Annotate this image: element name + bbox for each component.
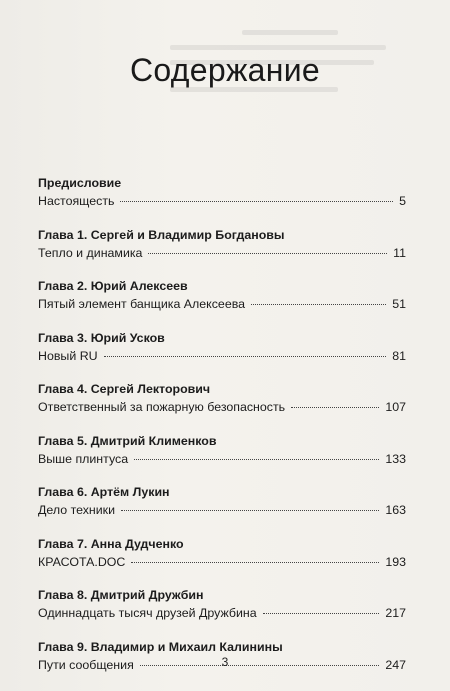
toc-line xyxy=(38,450,406,468)
toc-entry xyxy=(38,227,406,262)
chapter-title: Предисловие xyxy=(38,176,122,190)
toc-line xyxy=(38,604,406,622)
chapter-title: Глава 6. Артём Лукин xyxy=(38,485,170,499)
toc-line xyxy=(38,553,406,571)
page-ref: 5 xyxy=(399,194,406,208)
toc-entry xyxy=(38,587,406,622)
chapter-subtitle: Дело техники xyxy=(38,503,116,517)
page-ref: 217 xyxy=(385,606,406,620)
chapter-subtitle: Тепло и динамика xyxy=(38,245,143,260)
toc-entry xyxy=(38,175,406,210)
toc-line xyxy=(38,398,406,416)
chapter-subtitle: Одиннадцать тысяч друзей Дружбина xyxy=(38,606,257,620)
toc-entry xyxy=(38,433,406,468)
leader-dots xyxy=(104,356,387,357)
page-ref: 51 xyxy=(392,297,406,311)
page-ref: 163 xyxy=(385,503,406,517)
page-title: Содержание xyxy=(129,52,320,88)
chapter-title: Глава 4. Сергей Лекторович xyxy=(38,382,211,396)
toc-line xyxy=(38,192,406,210)
leader-dots xyxy=(134,459,379,460)
toc-line xyxy=(38,295,406,313)
toc-entry xyxy=(38,278,406,313)
table-of-contents xyxy=(38,175,406,690)
chapter-title: Глава 2. Юрий Алексеев xyxy=(38,279,188,293)
chapter-subtitle: Ответственный за пожарную безопасность xyxy=(38,400,286,414)
toc-entry xyxy=(38,484,406,519)
toc-line xyxy=(38,501,406,519)
page-ref: 193 xyxy=(385,554,406,569)
chapter-title: Глава 7. Анна Дудченко xyxy=(38,536,184,551)
leader-dots xyxy=(121,510,379,511)
leader-dots xyxy=(148,253,387,254)
toc-line xyxy=(38,244,406,262)
page-ref: 247 xyxy=(385,657,406,672)
chapter-subtitle: Пятый элемент банщика Алексеева xyxy=(38,297,246,311)
toc-entry xyxy=(38,381,406,416)
toc-line xyxy=(38,347,406,365)
chapter-subtitle: Настоящесть xyxy=(38,194,115,208)
chapter-title: Глава 1. Сергей и Владимир Богдановы xyxy=(38,227,285,242)
chapter-subtitle: Выше плинтуса xyxy=(38,451,129,466)
leader-dots xyxy=(251,304,386,305)
chapter-subtitle: Пути сообщения xyxy=(38,657,134,672)
page-ref: 81 xyxy=(392,348,406,363)
chapter-title: Глава 3. Юрий Усков xyxy=(38,330,165,345)
page-ref: 11 xyxy=(393,245,406,260)
page-ref: 133 xyxy=(385,451,406,466)
leader-dots xyxy=(291,407,379,408)
leader-dots xyxy=(120,201,393,202)
toc-entry xyxy=(38,330,406,365)
chapter-title: Глава 9. Владимир и Михаил Калинины xyxy=(38,639,283,654)
chapter-title: Глава 5. Дмитрий Клименков xyxy=(38,433,217,448)
page-number: 3 xyxy=(221,655,229,669)
leader-dots xyxy=(263,613,380,614)
page-ref: 107 xyxy=(385,400,406,414)
chapter-subtitle: Новый RU xyxy=(38,348,98,363)
leader-dots xyxy=(131,562,379,563)
toc-entry xyxy=(38,536,406,571)
chapter-subtitle: КРАСОТА.DOC xyxy=(38,554,126,569)
chapter-title: Глава 8. Дмитрий Дружбин xyxy=(38,588,204,602)
